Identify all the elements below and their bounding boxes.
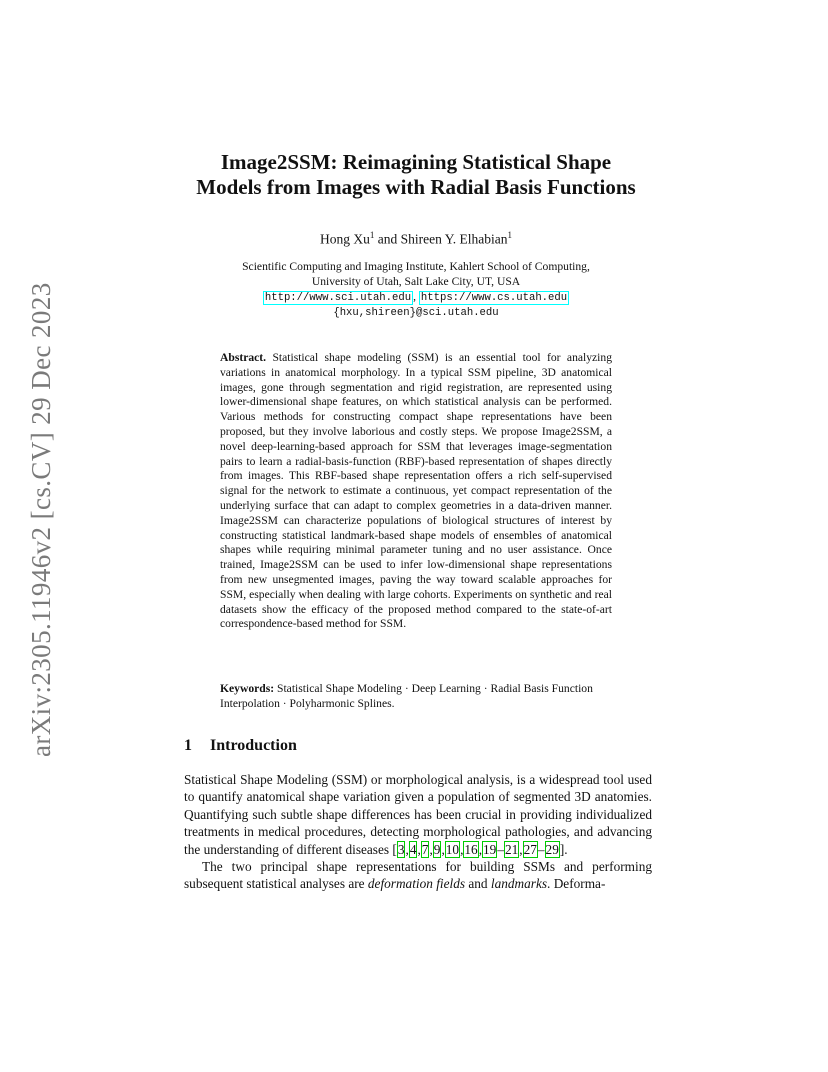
emphasis-term: deformation fields [367,876,466,892]
citation-separator: – [497,841,504,857]
citation-link[interactable]: 7 [421,841,429,857]
abstract-label: Abstract. [220,351,267,364]
affiliation-marker: 1 [507,230,512,240]
citation-link[interactable]: 27 [523,841,537,857]
paragraph-text: The two principal shape representations for building SSMs and performing subsequent statistical analyses are [184,859,652,892]
paragraph-text: Statistical Shape Modeling (SSM) or morphological analysis, is a widespread tool used to quantify anatomical shape variation given a population of segmented 3D anatomies. Quantifying such subtle shape differences has been crucial in providing individualized treatments in medical procedures, detecting morphological pathologies, and advancing the understanding of different diseases [184,772,652,857]
abstract [220,351,612,632]
arxiv-identifier: arXiv:2305.11946v2 [cs.CV] 29 Dec 2023 [26,282,56,758]
citation-separator: , [429,841,433,857]
citation-link[interactable]: 19 [483,841,497,857]
citation-link[interactable]: 3 [397,841,405,857]
author-conjunction: and [374,231,401,247]
citation-separator: , [405,841,409,857]
citation-separator: , [460,841,464,857]
url-separator: , [413,290,419,303]
intro-paragraph-1: Statistical Shape Modeling (SSM) or morphological analysis, is a widespread tool used to quantify anatomical shape variation given a population of segmented 3D anatomies. Quantifying such subtle shape differences has been crucial in providing individualized treatments in medical procedures, detecting morphological pathologies, and advancing the understanding of different diseases [3,4,7,9,10,16,19–21,27–29]. [184,772,652,857]
citation-link[interactable]: 9 [433,841,441,857]
affiliation-block [150,259,682,321]
emphasis-term: landmarks [490,876,548,892]
citation-link[interactable]: 4 [409,841,417,857]
affiliation-marker: 1 [369,230,375,240]
section-title: Introduction [210,737,297,754]
author-name: Hong Xu [320,231,370,247]
citation-separator: , [519,841,523,857]
intro-paragraph-2 [184,858,652,893]
author-email: {hxu,shireen}@sci.utah.edu [333,307,499,319]
citation-link[interactable]: 29 [545,841,559,857]
school-url-link[interactable]: https://www.cs.utah.edu [420,292,568,304]
institute-url-link[interactable]: http://www.sci.utah.edu [264,292,412,304]
affiliation-line: University of Utah, Salt Lake City, UT, USA [311,275,521,288]
author-list [150,230,682,248]
citation-link[interactable]: 21 [504,841,519,857]
citation-separator: , [417,841,421,857]
citation-close: ]. [559,841,568,857]
citation-link[interactable]: 16 [464,841,478,857]
citation-separator: , [478,841,483,857]
paper-title [150,150,682,200]
affiliation-line: Scientific Computing and Imaging Institute, Kahlert School of Computing, [242,260,590,273]
citation-separator: – [537,841,545,857]
keywords-text: Statistical Shape Modeling · Deep Learning · Radial Basis Function Interpolation · Polyharmonic Splines. [220,682,593,710]
citation-link[interactable]: 10 [445,841,460,857]
section-number: 1 [184,737,192,754]
section-heading [184,737,297,755]
keywords-label: Keywords: [220,682,275,695]
title-line-1: Image2SSM: Reimagining Statistical Shape [220,150,612,174]
keywords [220,682,612,712]
author-name: Shireen Y. Elhabian [400,231,508,247]
paragraph-text: . Deforma- [547,876,606,892]
affiliation-links [150,289,682,306]
title-line-2: Models from Images with Radial Basis Functions [196,175,636,199]
citation-separator: , [441,841,445,857]
abstract-text: Statistical shape modeling (SSM) is an essential tool for analyzing variations in anatomical morphology. In a typical SSM pipeline, 3D anatomical images, gone through segmentation and rigid registration, are represented using lower-dimensional shape features, on which statistical analysis can be performed. Various methods for constructing compact shape representations have been proposed, but they involve laborious and costly steps. We propose Image2SSM, a novel deep-learning-based approach for SSM that leverages image-segmentation pairs to learn a radial-basis-function (RBF)-based representation of shapes directly from images. This RBF-based shape representation offers a rich self-supervised signal for the network to estimate a continuous, yet compact representation of the underlying surface that can adapt to complex geometries in a data-driven manner. Image2SSM can characterize populations of biological structures of interest by constructing statistical landmark-based shape models of ensembles of anatomical shapes while requiring minimal parameter tuning and no user assistance. Once trained, Image2SSM can be used to infer low-dimensional shape representations from new unsegmented images, paving the way toward scalable approaches for SSM, especially when dealing with large cohorts. Experiments on synthetic and real datasets show the efficacy of the proposed method compared to the state-of-art correspondence-based method for SSM. [220,351,612,631]
paragraph-text: and [465,876,491,892]
